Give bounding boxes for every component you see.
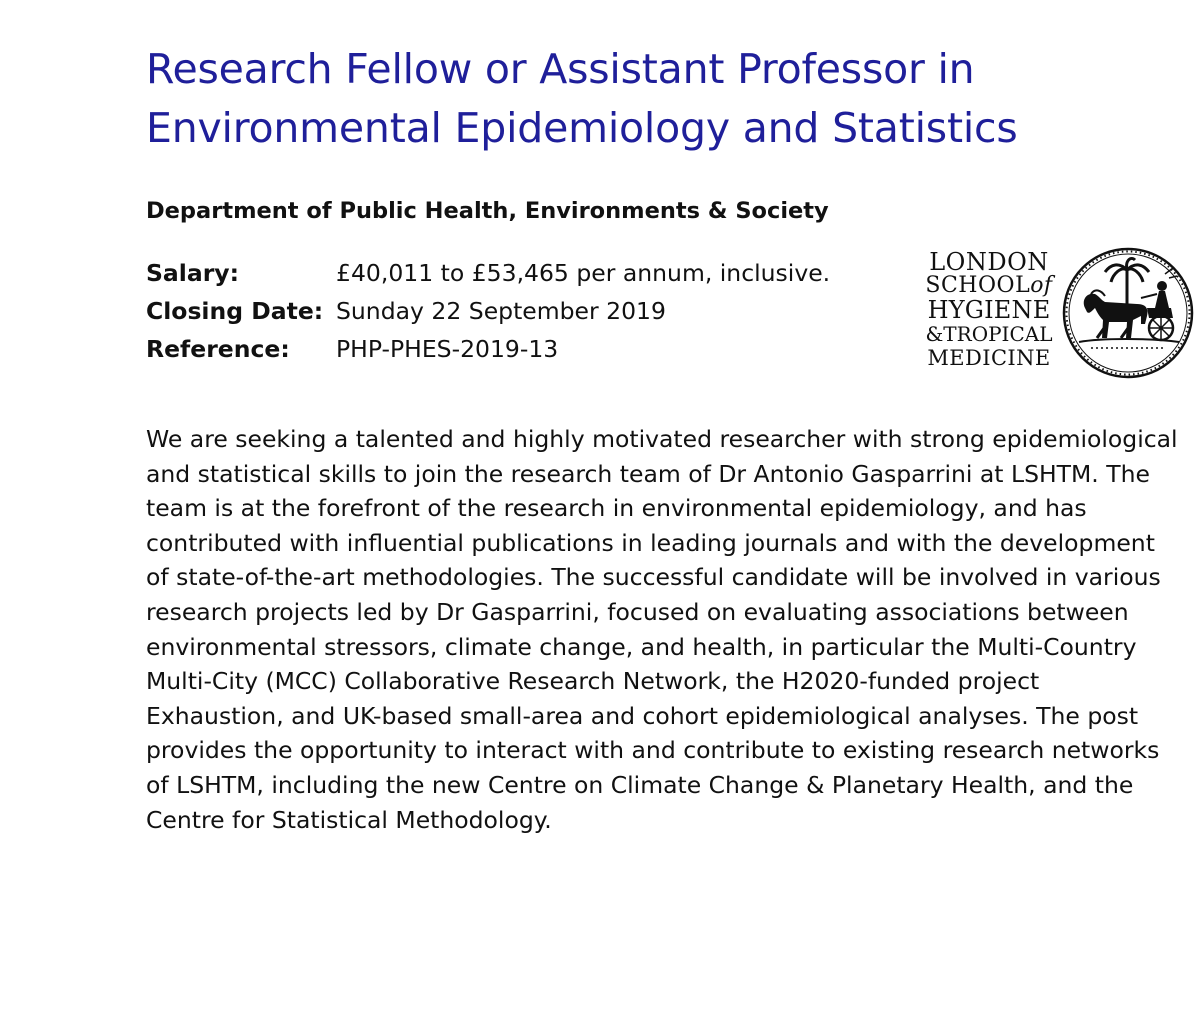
logo-line-medicine: MEDICINE — [927, 346, 1051, 370]
logo-line-tropical: &TROPICAL — [925, 322, 1053, 346]
salary-label: Salary: — [146, 259, 240, 287]
job-details-section — [146, 246, 1186, 386]
lshtm-seal-icon — [1061, 246, 1195, 380]
department-name: Department of Public Health, Environments & Society — [146, 198, 829, 224]
job-advert — [146, 40, 1186, 837]
logo-school-word: SCHOOL — [925, 273, 1031, 298]
page-title: Research Fellow or Assistant Professor in Environmental Epidemiology and Statistics — [146, 45, 1018, 152]
salary-value: £40,011 to £53,465 per annum, inclusive. — [336, 259, 831, 287]
reference-row — [146, 330, 830, 368]
job-details — [146, 254, 830, 368]
logo-line-hygiene: HYGIENE — [927, 296, 1051, 324]
reference-label: Reference: — [146, 335, 290, 363]
reference-value: PHP-PHES-2019-13 — [336, 335, 559, 363]
job-description: We are seeking a talented and highly motivated researcher with strong epidemiological and statistical skills to join the research team of Dr Antonio Gasparrini at LSHTM. The team is at the forefront of the research in environmental epidemiology, and has contributed with influential publications in leading journals and with the development of state-of-the-art methodologies. The successful candidate will be involved in various research projects led by Dr Gasparrini, focused on evaluating associations between environmental stressors, climate change, and health, in particular the Multi-Country Multi-City (MCC) Collaborative Research Network, the H2020-funded project Exhaustion, and UK-based small-area and cohort epidemiological analyses. The post provides the opportunity to interact with and contribute to existing research networks of LSHTM, including the new Centre on Climate Change & Planetary Health, and the Centre for Statistical Methodology. — [146, 425, 1178, 834]
closing-date-label: Closing Date: — [146, 297, 324, 325]
logo-wordmark — [918, 250, 1060, 370]
closing-date-row — [146, 292, 830, 330]
logo-line-school — [918, 274, 1060, 298]
logo-of-word: of — [1030, 273, 1053, 298]
logo-line-london: LONDON — [929, 248, 1049, 276]
closing-date-value: Sunday 22 September 2019 — [336, 297, 666, 325]
salary-row — [146, 254, 830, 292]
lshtm-logo — [918, 246, 1194, 386]
